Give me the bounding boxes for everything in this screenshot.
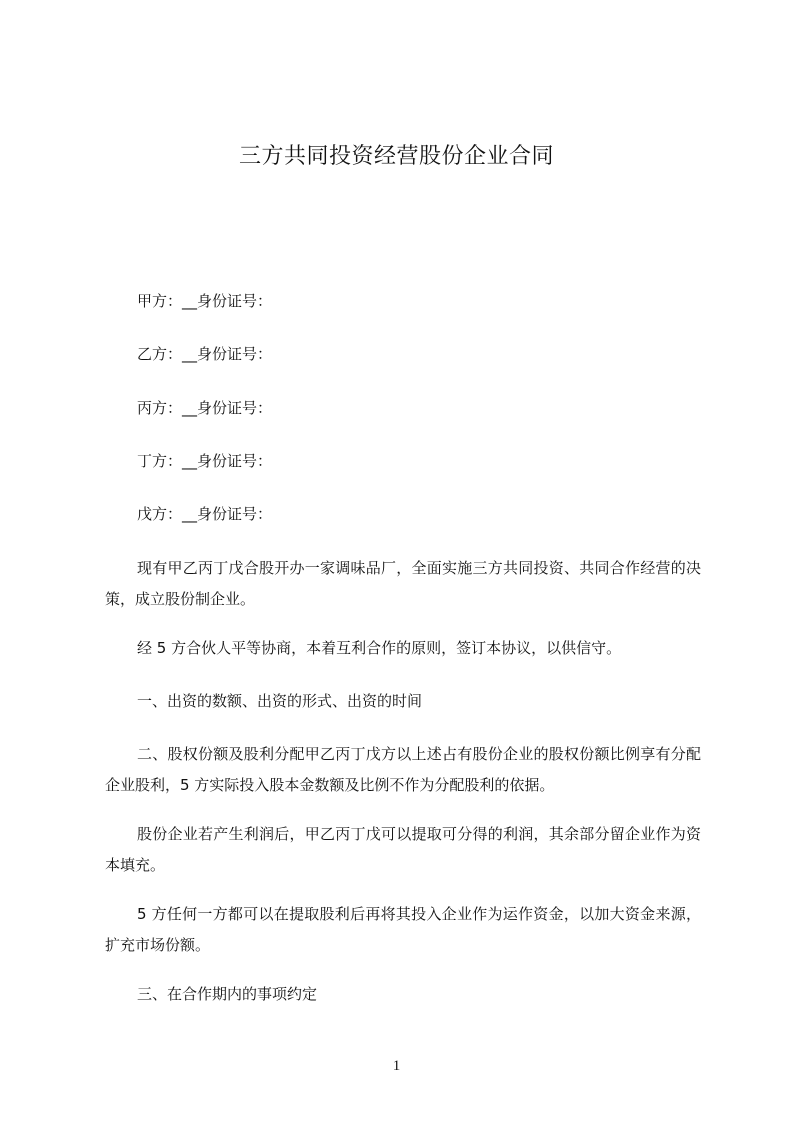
agreement-paragraph: 经 5 方合伙人平等协商，本着互利合作的原则，签订本协议，以供信守。 bbox=[137, 639, 622, 657]
reinvestment-paragraph: 5 方任何一方都可以在提取股利后再将其投入企业作为运作资金，以加大资金来源，扩充市场份额。 bbox=[105, 905, 701, 954]
document-title: 三方共同投资经营股份企业合同 bbox=[238, 144, 554, 169]
party-jia-line: 甲方：__身份证号： bbox=[137, 292, 273, 310]
party-yi-line: 乙方：__身份证号： bbox=[137, 345, 273, 363]
intro-paragraph: 现有甲乙丙丁戊合股开办一家调味品厂，全面实施三方共同投资、共同合作经营的决策，成立股份制企业。 bbox=[105, 559, 701, 608]
party-ding-line: 丁方：__身份证号： bbox=[137, 452, 273, 470]
section-two-paragraph: 二、股权份额及股利分配甲乙丙丁戊方以上述占有股份企业的股权份额比例享有分配企业股利，5 方实际投入股本金数额及比例不作为分配股利的依据。 bbox=[105, 745, 701, 794]
party-wu-line: 戊方：__身份证号： bbox=[137, 505, 273, 523]
section-one-heading: 一、出资的数额、出资的形式、出资的时间 bbox=[137, 692, 423, 710]
section-three-heading: 三、在合作期内的事项约定 bbox=[137, 985, 318, 1003]
profit-paragraph: 股份企业若产生利润后，甲乙丙丁戊可以提取可分得的利润，其余部分留企业作为资本填充。 bbox=[105, 825, 701, 874]
page-number: 1 bbox=[392, 1058, 401, 1074]
party-bing-line: 丙方：__身份证号： bbox=[137, 399, 273, 417]
